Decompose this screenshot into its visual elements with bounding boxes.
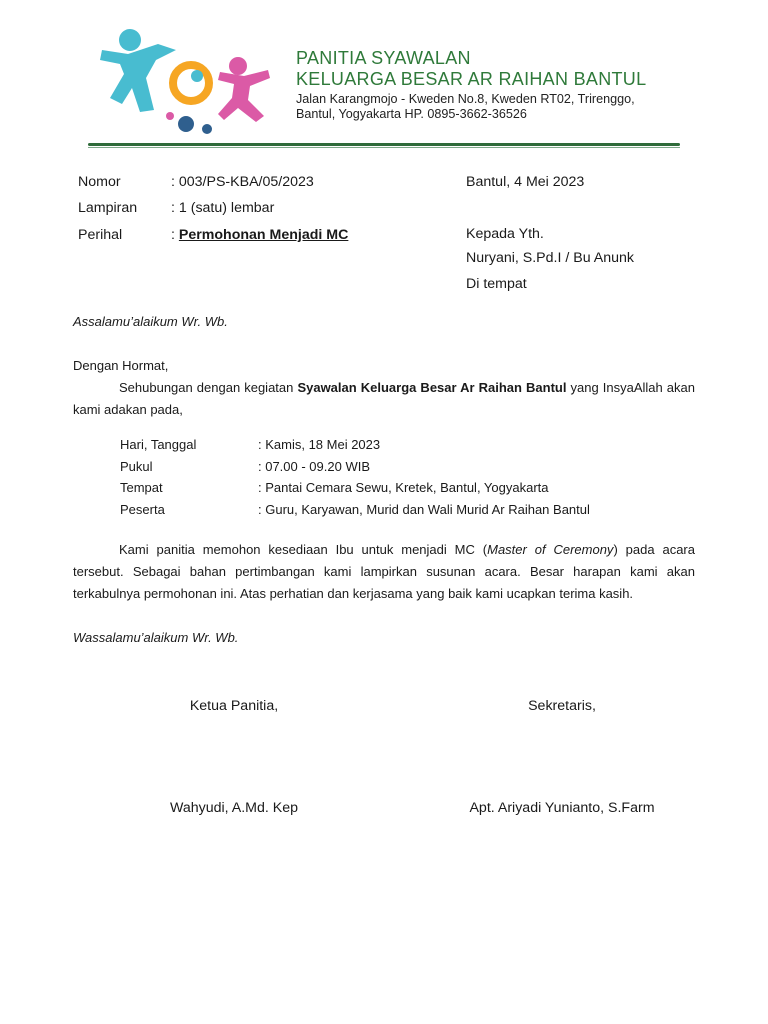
request-paragraph: [73, 539, 695, 605]
salam-close: Wassalamu’alaikum Wr. Wb.: [73, 630, 239, 645]
request-term: Master of Ceremony: [487, 542, 614, 557]
nomor-value: : 003/PS-KBA/05/2023: [171, 174, 314, 190]
lampiran-value: : 1 (satu) lembar: [171, 200, 275, 216]
detail-key: Tempat: [120, 480, 163, 495]
greeting: Dengan Hormat,: [73, 358, 169, 373]
org-name-line1: PANITIA SYAWALAN: [296, 48, 471, 68]
org-address-line1: Jalan Karangmojo - Kweden No.8, Kweden RT02, Trirenggo,: [296, 92, 635, 106]
signature-right-title: Sekretaris,: [528, 698, 596, 714]
intro-post: yang InsyaAllah akan kami adakan pada,: [73, 380, 695, 417]
detail-key: Pukul: [120, 458, 153, 474]
detail-value: : 07.00 - 09.20 WIB: [258, 458, 371, 474]
detail-value: : Kamis, 18 Mei 2023: [258, 437, 381, 452]
perihal-value-wrap: [171, 222, 348, 248]
place-date: Bantul, 4 Mei 2023: [466, 174, 585, 190]
detail-value: : Pantai Cemara Sewu, Kretek, Bantul, Yogyakarta: [258, 480, 549, 495]
event-name: Syawalan Keluarga Besar Ar Raihan Bantul: [297, 380, 567, 395]
header-divider: [88, 143, 680, 146]
children-playing-logo-icon: [98, 20, 276, 138]
signature-left-name: Wahyudi, A.Md. Kep: [169, 800, 298, 816]
header-divider-thin: [88, 147, 680, 148]
request-pre: Kami panitia memohon kesediaan Ibu untuk menjadi MC (: [119, 542, 488, 557]
lampiran-label: Lampiran: [78, 200, 138, 216]
recipient-place: Di tempat: [466, 276, 527, 292]
org-address-line2: Bantul, Yogyakarta HP. 0895-3662-36526: [296, 107, 527, 121]
salam-open: Assalamu’alaikum Wr. Wb.: [73, 314, 228, 329]
perihal-label: Perihal: [78, 227, 123, 243]
perihal-colon: :: [171, 227, 179, 243]
nomor-label: Nomor: [78, 174, 121, 190]
detail-key: Hari, Tanggal: [120, 437, 197, 452]
perihal-value: Permohonan Menjadi MC: [178, 227, 349, 243]
org-name-line2: KELUARGA BESAR AR RAIHAN BANTUL: [296, 69, 647, 89]
detail-value: : Guru, Karyawan, Murid dan Wali Murid Ar Raihan Bantul: [258, 501, 590, 517]
recipient-name: Nuryani, S.Pd.I / Bu Anunk: [466, 250, 634, 266]
organization-header: [296, 48, 646, 122]
request-post: ) pada acara tersebut. Sebagai bahan pertimbangan kami lampirkan susunan acara. Besar harapan kami akan terkabulnya permohonan ini. Atas perhatian dan kerjasama yang baik kami ucapkan terima kasih.: [73, 542, 695, 601]
signature-right-name: Apt. Ariyadi Yunianto, S.Farm: [469, 800, 655, 816]
intro-pre: Sehubungan dengan kegiatan: [119, 380, 298, 395]
signature-left-title: Ketua Panitia,: [189, 698, 279, 714]
intro-paragraph: [73, 377, 695, 421]
detail-key: Peserta: [120, 501, 165, 517]
recipient-line1: Kepada Yth.: [466, 226, 544, 242]
